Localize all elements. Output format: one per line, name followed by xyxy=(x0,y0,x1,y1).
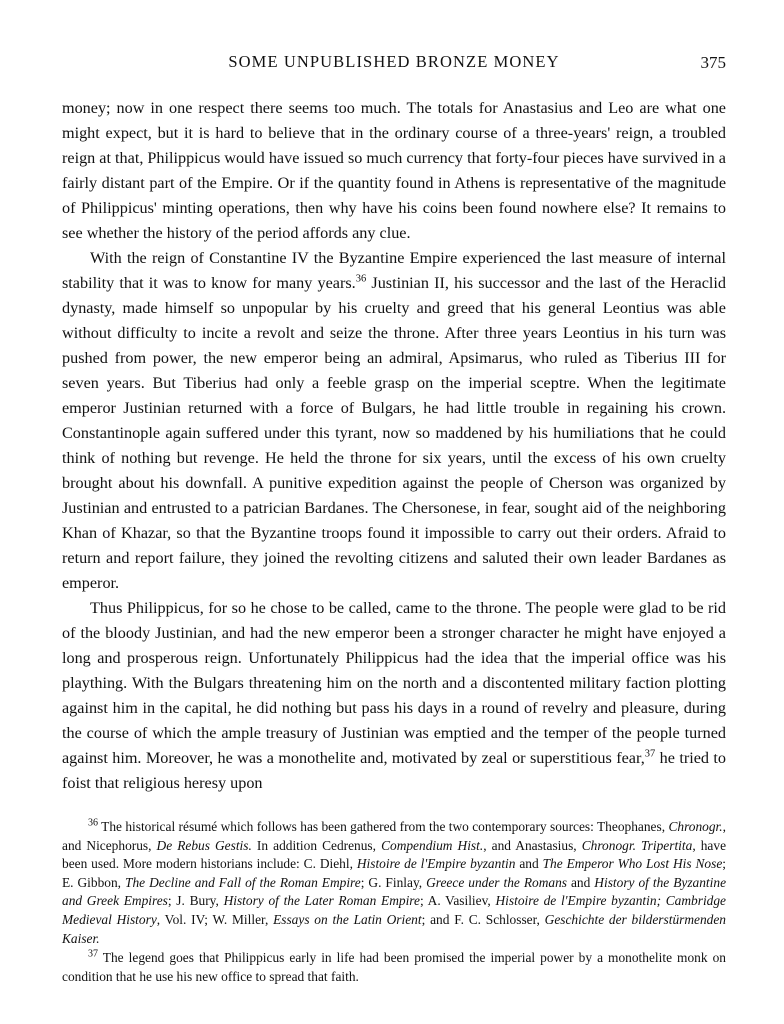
footnote-text-run: and xyxy=(566,874,595,890)
footnote-text-run: , have been used. More modern historians include: C. Diehl, xyxy=(62,837,727,872)
footnote-text-run: Histoire de l'Empire byzantin xyxy=(356,856,516,872)
footnote-text-run: Essays on the Latin Orient xyxy=(273,911,422,927)
footnote-text-run: Histoire de l'Empire byzantin; Cambridge Medieval History xyxy=(62,893,726,927)
footnote-text-run: History of the Byzantine and Greek Empires xyxy=(62,874,727,909)
footnote-text-run: Greece under the Romans xyxy=(426,874,567,890)
paragraph-3 xyxy=(62,596,726,796)
footnote-ref-36[interactable]: 36 xyxy=(355,273,367,285)
footnote-text-run: Compendium Hist. xyxy=(381,837,484,853)
footnote-text-run: The legend goes that Philippicus early in life had been promised the imperial power by a monothelite monk on condition that he use his new office to spread that faith. xyxy=(62,950,726,984)
paragraph-3-text-post: he tried to foist that religious heresy upon xyxy=(62,749,726,792)
footnote-ref-37[interactable]: 37 xyxy=(644,748,656,760)
page-number: 375 xyxy=(700,53,726,72)
footnote-text-run: Chronogr. xyxy=(668,819,723,834)
footnote-text-run: History of the Later Roman Empire xyxy=(223,893,420,909)
paragraph-2-text-pre: With the reign of Constantine IV the Byzantine Empire experienced the last measure of internal stability that it was to know for many years. xyxy=(62,249,726,292)
footnote-text-run: ; J. Bury, xyxy=(167,893,224,909)
footnote-text-run: The historical résumé which follows has been gathered from the two contemporary sources: Theophanes, xyxy=(98,819,669,834)
body-text xyxy=(62,96,726,796)
footnote-marker-37[interactable]: 37 xyxy=(88,948,98,960)
footnotes xyxy=(62,818,726,986)
footnote-text-run: Chronogr. Tripertita xyxy=(581,837,693,853)
footnote-text-run: ; E. Gibbon, xyxy=(62,856,727,890)
footnote-text-run: , Vol. IV; W. Miller, xyxy=(156,911,274,927)
paragraph-1: money; now in one respect there seems too much. The totals for Anastasius and Leo are what one might expect, but it is hard to believe that in the ordinary course of a three-years' reign, a troubled reign at that, Philippicus would have issued so much currency that forty-four pieces have survived in a fairly distant part of the Empire. Or if the quantity found in Athens is representative of the magnitude of Philippicus' minting operations, then why have his coins been found nowhere else? It remains to see whether the history of the period affords any clue. xyxy=(62,99,726,242)
paragraph-2 xyxy=(62,246,726,596)
footnote-text-run: , and Nicephorus, xyxy=(62,819,726,853)
running-title: SOME UNPUBLISHED BRONZE MONEY xyxy=(228,52,560,71)
footnote-marker-36[interactable]: 36 xyxy=(88,817,98,829)
paragraph-3-text-pre: Thus Philippicus, for so he chose to be called, came to the throne. The people were glad to be rid of the bloody Justinian, and had the new emperor been a stronger character he might have enjoyed a long and prosperous reign. Unfortunately Philippicus had the idea that the imperial office was his plaything. With the Bulgars threatening him on the north and a discontented military faction plotting against him in the capital, he did nothing but pass his days in a round of revelry and pleasure, during the course of which the ample treasury of Justinian was emptied and the temper of the people turned against him. Moreover, he was a monothelite and, motivated by zeal or superstitious fear, xyxy=(62,599,726,767)
footnote-text-run: , and Anastasius, xyxy=(483,837,582,853)
footnote-text-run: The Emperor Who Lost His Nose xyxy=(542,856,723,872)
footnote-37 xyxy=(62,949,726,986)
footnote-text-run: De Rebus Gestis. xyxy=(156,837,252,853)
footnote-36 xyxy=(62,818,726,948)
footnote-text-run: and xyxy=(515,856,543,872)
footnote-text-run: ; A. Vasiliev, xyxy=(419,893,496,909)
running-head xyxy=(62,52,726,82)
footnote-text-run: ; and F. C. Schlosser, xyxy=(421,911,545,927)
footnote-text-run: In addition Cedrenus, xyxy=(251,837,382,853)
footnote-text-run: Geschichte der bilderstürmenden Kaiser. xyxy=(62,911,726,946)
footnote-text-run: The Decline and Fall of the Roman Empire xyxy=(125,874,361,890)
footnote-text-run: ; G. Finlay, xyxy=(360,874,427,890)
paragraph-2-text-post: Justinian II, his successor and the last of the Heraclid dynasty, made himself so unpopular by his cruelty and greed that his general Leontius was able without difficulty to incite a revolt and seize the throne. After three years Leontius in his turn was pushed from power, the new emperor being an admiral, Apsimarus, who ruled as Tiberius III for seven years. But Tiberius had only a feeble grasp on the imperial sceptre. When the legitimate emperor Justinian returned with a force of Bulgars, he had little trouble in regaining his crown. Constantinople again suffered under this tyrant, now so maddened by his humiliations that he could think of nothing but revenge. He held the throne for six years, until the excess of his own cruelty brought about his downfall. A punitive expedition against the people of Cherson was organized by Justinian and entrusted to a patrician Bardanes. The Chersonese, in fear, sought aid of the neighboring Khan of Khazar, so that the Byzantine troops found it impossible to carry out their orders. Afraid to return and report failure, they joined the revolting citizens and saluted their own leader Bardanes as emperor. xyxy=(62,274,726,592)
